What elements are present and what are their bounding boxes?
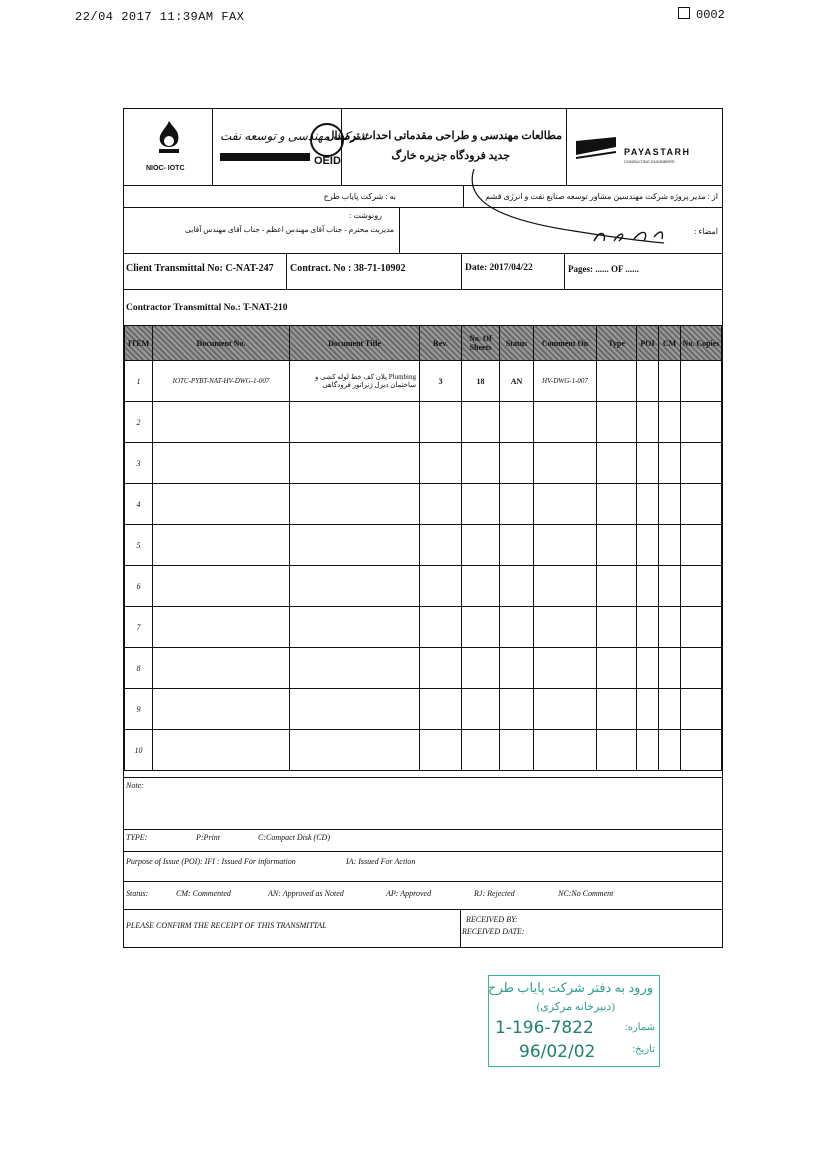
cell-comment-on: HV-DWG-1-007 xyxy=(534,361,597,402)
payastarh-logo-icon xyxy=(576,137,616,164)
table-header-row xyxy=(125,326,722,361)
transmittal-date: Date: 2017/04/22 xyxy=(465,263,533,273)
client-transmittal: Client Transmittal No: C-NAT-247 xyxy=(126,263,274,274)
contractor-transmittal: Contractor Transmittal No.: T-NAT-210 xyxy=(126,303,288,313)
table-row xyxy=(125,484,722,525)
table-row xyxy=(125,525,722,566)
col-poi: POI xyxy=(637,326,659,361)
stamp-date: 96/02/02 xyxy=(519,1042,596,1062)
fax-header: 22/04 2017 11:39AM FAX xyxy=(75,10,245,24)
cell-item: 3 xyxy=(125,443,153,484)
cell-item: 8 xyxy=(125,648,153,689)
cell-item: 10 xyxy=(125,730,153,771)
table-row xyxy=(125,402,722,443)
stamp-number-label: شماره: xyxy=(624,1022,655,1033)
cell-document-no: IOTC-PYBT-NAT-HV-DWG-1-007 xyxy=(153,361,290,402)
cell-item: 7 xyxy=(125,607,153,648)
cell-sheets: 18 xyxy=(462,361,500,402)
status-rj: RJ: Rejected xyxy=(474,889,515,898)
stamp-date-label: تاریخ: xyxy=(632,1044,655,1055)
stamp-line2: (دبیرخانه مرکزی) xyxy=(536,1001,615,1013)
purpose-ia: IA: Issued For Action xyxy=(346,857,416,866)
payastarh-sub: CONSULTING ENGINEERS xyxy=(624,159,675,164)
cc-label: رونوشت : xyxy=(349,211,382,220)
cc-text: مدیریت محترم - جناب آقای مهندس اعظم - جناب آقای مهندس آقایی xyxy=(185,225,394,234)
col-type: Type xyxy=(597,326,637,361)
purpose-of-issue: Purpose of Issue (POI): IFI : Issued For information xyxy=(126,857,296,866)
cell-cm xyxy=(659,361,681,402)
transmittal-form xyxy=(123,108,723,948)
project-title-2: جدید فرودگاه جزیره خارگ xyxy=(391,150,510,162)
table-row xyxy=(125,566,722,607)
table-row xyxy=(125,648,722,689)
type-cd: C:Compact Disk (CD) xyxy=(258,833,330,842)
nioc-label: NIOC- IOTC xyxy=(146,165,185,172)
cell-rev: 3 xyxy=(420,361,462,402)
confirm-receipt: PLEASE CONFIRM THE RECEIPT OF THIS TRANSMITTAL xyxy=(126,921,327,930)
from-line: از : مدیر پروژه شرکت مهندسین مشاور توسعه صنایع نفت و انرژی قشم xyxy=(485,192,718,201)
table-row xyxy=(125,689,722,730)
status-ap: AP: Approved xyxy=(386,889,432,898)
payastarh-name: PAYASTARH xyxy=(624,147,691,157)
received-by: RECEIVED BY: xyxy=(466,915,518,924)
col-document-title: Document Title xyxy=(290,326,420,361)
table-row xyxy=(125,730,722,771)
contract-number: Contract. No : 38-71-10902 xyxy=(290,263,406,274)
fax-box-icon xyxy=(678,7,690,19)
col-rev: Rev. xyxy=(420,326,462,361)
status-cm: CM: Commented xyxy=(176,889,231,898)
note-label: Note: xyxy=(126,781,144,790)
type-print: P:Print xyxy=(196,833,220,842)
col-sheets: No. Of Sheets xyxy=(462,326,500,361)
received-date: RECEIVED DATE: xyxy=(462,927,525,936)
oeid-label: OEID xyxy=(314,155,341,167)
cell-item: 2 xyxy=(125,402,153,443)
oeid-script: شرکت مهندسی و توسعه نفت xyxy=(220,129,367,143)
col-item: ITEM xyxy=(125,326,153,361)
nioc-flame-icon xyxy=(154,119,184,155)
project-title-1: مطالعات مهندسی و طراحی مقدماتی احداث ترمینال xyxy=(326,130,562,142)
cell-poi xyxy=(637,361,659,402)
signature-mark xyxy=(454,169,694,264)
status-an: AN: Approved as Noted xyxy=(268,889,344,898)
oeid-bar xyxy=(220,153,310,161)
cell-status: AN xyxy=(500,361,534,402)
cell-item: 6 xyxy=(125,566,153,607)
cell-copies xyxy=(681,361,722,402)
cell-type xyxy=(597,361,637,402)
col-cm: CM xyxy=(659,326,681,361)
col-comment-on: Comment On xyxy=(534,326,597,361)
table-row xyxy=(125,361,722,402)
stamp-line1: ورود به دفتر شرکت پایاب طرح xyxy=(488,980,653,995)
stamp-number: 1-196-7822 xyxy=(495,1018,594,1038)
pages-field: Pages: ...... OF ...... xyxy=(568,264,639,274)
handwritten-signature-icon xyxy=(454,169,694,259)
cell-document-title: Plumbing پلان کف خط لوله کشی و ساختمان دیزل ژنراتور فرودگاهی xyxy=(290,361,420,402)
cell-item: 5 xyxy=(125,525,153,566)
cell-item: 1 xyxy=(125,361,153,402)
col-document-no: Document No. xyxy=(153,326,290,361)
status-label: Status: xyxy=(126,889,149,898)
signature-label: امضاء : xyxy=(694,227,718,236)
receipt-stamp xyxy=(488,975,660,1067)
nioc-logo xyxy=(154,119,184,160)
cell-item: 9 xyxy=(125,689,153,730)
fax-page-number: 0002 xyxy=(678,7,725,22)
status-nc: NC:No Comment xyxy=(558,889,614,898)
table-row xyxy=(125,607,722,648)
col-copies: No. Copies xyxy=(681,326,722,361)
type-label: TYPE: xyxy=(126,833,148,842)
col-status: Status xyxy=(500,326,534,361)
cell-item: 4 xyxy=(125,484,153,525)
to-line: به : شرکت پایاب طرح xyxy=(323,192,396,201)
document-table xyxy=(124,325,722,771)
table-row xyxy=(125,443,722,484)
